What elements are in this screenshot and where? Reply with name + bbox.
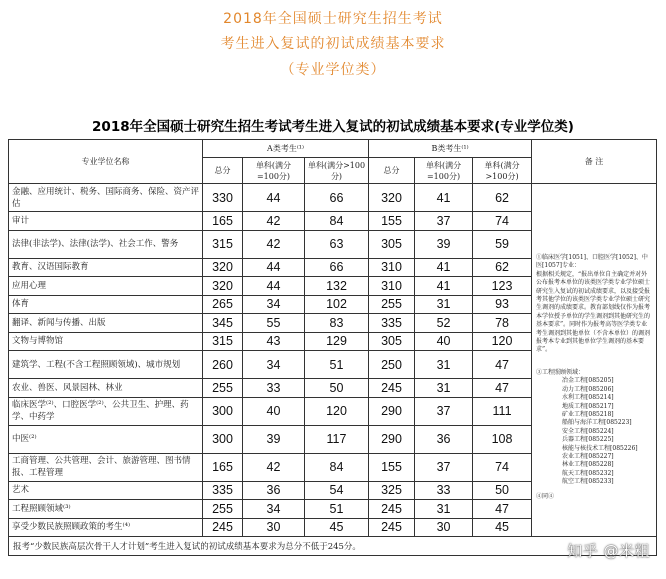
- row-a-single100: 33: [243, 379, 305, 398]
- row-a-single-gt100: 45: [305, 518, 369, 537]
- engineering-field: 船舶与海洋工程[085223]: [562, 419, 632, 427]
- header-b-group: B类考生⁽¹⁾: [369, 140, 532, 158]
- table-title: 2018年全国硕士研究生招生考试考生进入复试的初试成绩基本要求(专业学位类): [92, 119, 574, 135]
- note-1: [536, 254, 652, 355]
- row-a-single100: 42: [243, 230, 305, 258]
- row-subject: 教育、汉语国际教育: [9, 258, 203, 277]
- note-3-title: ③工程照顾领域：: [536, 368, 585, 376]
- row-a-single100: 34: [243, 351, 305, 379]
- row-subject: 享受少数民族照顾政策的考生⁽⁴⁾: [9, 518, 203, 537]
- row-a-single-gt100: 63: [305, 230, 369, 258]
- row-subject: 工商管理、公共管理、会计、旅游管理、图书情报、工程管理: [9, 453, 203, 481]
- row-a-single100: 44: [243, 258, 305, 277]
- note-4: ④同④: [536, 492, 555, 500]
- engineering-field: 矿业工程[085218]: [562, 410, 614, 418]
- row-b-single-gt100: 74: [473, 453, 532, 481]
- header-a-single-gt100: 单科(满分>100分): [305, 158, 369, 184]
- row-a-single-gt100: 117: [305, 425, 369, 453]
- page-heading-line1: 2018年全国硕士研究生招生考试: [223, 11, 443, 27]
- row-a-single100: 44: [243, 277, 305, 296]
- row-b-single100: 31: [415, 500, 473, 519]
- row-subject: 农业、兽医、风景园林、林业: [9, 379, 203, 398]
- row-b-single-gt100: 45: [473, 518, 532, 537]
- engineering-field: 冶金工程[085205]: [562, 377, 614, 385]
- engineering-field: 地质工程[085217]: [562, 402, 614, 410]
- row-b-single100: 41: [415, 184, 473, 212]
- row-subject: 法律(非法学)、法律(法学)、社会工作、警务: [9, 230, 203, 258]
- row-a-total: 260: [203, 351, 243, 379]
- row-b-single100: 41: [415, 277, 473, 296]
- row-a-single100: 34: [243, 500, 305, 519]
- row-subject: 审计: [9, 212, 203, 231]
- engineering-field: 航天工程[085232]: [562, 469, 614, 477]
- row-a-total: 335: [203, 481, 243, 500]
- row-a-total: 315: [203, 332, 243, 351]
- row-a-single-gt100: 66: [305, 184, 369, 212]
- row-b-single-gt100: 50: [473, 481, 532, 500]
- header-a-group: A类考生⁽¹⁾: [203, 140, 369, 158]
- header-notes: 备 注: [532, 140, 657, 184]
- row-a-single100: 30: [243, 518, 305, 537]
- row-a-total: 320: [203, 277, 243, 296]
- row-subject: 文物与博物馆: [9, 332, 203, 351]
- row-b-total: 290: [369, 425, 415, 453]
- row-b-single100: 40: [415, 332, 473, 351]
- note-3: [536, 369, 652, 487]
- row-b-single100: 52: [415, 314, 473, 333]
- row-a-single-gt100: 132: [305, 277, 369, 296]
- header-b-single100: 单科(满分=100分): [415, 158, 473, 184]
- row-a-total: 265: [203, 295, 243, 314]
- row-b-total: 325: [369, 481, 415, 500]
- engineering-field: 兵器工程[085225]: [562, 436, 614, 444]
- row-subject: 建筑学、工程(不含工程照顾领域)、城市规划: [9, 351, 203, 379]
- row-a-total: 255: [203, 379, 243, 398]
- row-subject: 艺术: [9, 481, 203, 500]
- row-b-single100: 37: [415, 453, 473, 481]
- row-b-total: 255: [369, 295, 415, 314]
- row-b-total: 310: [369, 277, 415, 296]
- row-b-single-gt100: 59: [473, 230, 532, 258]
- row-b-total: 305: [369, 332, 415, 351]
- row-b-single-gt100: 62: [473, 258, 532, 277]
- row-b-total: 305: [369, 230, 415, 258]
- row-a-total: 165: [203, 212, 243, 231]
- row-a-single100: 42: [243, 453, 305, 481]
- row-b-total: 320: [369, 184, 415, 212]
- row-b-single100: 31: [415, 379, 473, 398]
- row-b-single-gt100: 111: [473, 397, 532, 425]
- row-a-single-gt100: 54: [305, 481, 369, 500]
- row-b-single100: 31: [415, 351, 473, 379]
- row-subject: 翻译、新闻与传播、出版: [9, 314, 203, 333]
- row-subject: 中医⁽²⁾: [9, 425, 203, 453]
- page-heading-line2: 考生进入复试的初试成绩基本要求: [220, 36, 446, 52]
- note-1-body: 根据相关规定，“报出单位自主确定并对外公布报考本单位的该类医学类专业学位硕士研究生入复试的初试成绩要求，以及接受报考其他学位的该类医学类专业学位硕士研究生调剂的成绩要求。教育部划线仅作为报考本学位授予单位的学生调剂到其他研究生的基本要求”。同时作为报考高等医学类专业考生调剂到其他单位（不含本单位）的调剂报考本专业到其他单位学生调剂的基本要求”。: [536, 270, 651, 354]
- engineering-field: 动力工程[085206]: [562, 385, 614, 393]
- row-a-single-gt100: 129: [305, 332, 369, 351]
- header-b-total: 总分: [369, 158, 415, 184]
- table-footnote: 报考“少数民族高层次骨干人才计划”考生进入复试的初试成绩基本要求为总分不低于245分。: [9, 537, 657, 556]
- row-a-total: 300: [203, 425, 243, 453]
- row-b-total: 245: [369, 379, 415, 398]
- engineering-field: 安全工程[085224]: [562, 427, 614, 435]
- engineering-field: 林业工程[085228]: [562, 461, 614, 469]
- row-subject: 工程照顾领域⁽³⁾: [9, 500, 203, 519]
- table-footer-row: [9, 537, 657, 556]
- engineering-field: 核能与核技术工程[085226]: [562, 444, 638, 452]
- row-b-single-gt100: 108: [473, 425, 532, 453]
- row-a-single100: 36: [243, 481, 305, 500]
- row-b-total: 335: [369, 314, 415, 333]
- row-b-single100: 39: [415, 230, 473, 258]
- notes-cell: [532, 184, 657, 537]
- row-subject: 应用心理: [9, 277, 203, 296]
- row-a-total: 345: [203, 314, 243, 333]
- row-a-single100: 34: [243, 295, 305, 314]
- row-a-total: 165: [203, 453, 243, 481]
- row-a-total: 320: [203, 258, 243, 277]
- row-b-single100: 41: [415, 258, 473, 277]
- row-a-single-gt100: 84: [305, 453, 369, 481]
- row-a-single-gt100: 84: [305, 212, 369, 231]
- row-a-single-gt100: 66: [305, 258, 369, 277]
- row-b-single100: 37: [415, 397, 473, 425]
- row-a-single100: 44: [243, 184, 305, 212]
- header-a-single100: 单科(满分=100分): [243, 158, 305, 184]
- row-b-single-gt100: 74: [473, 212, 532, 231]
- row-b-single100: 31: [415, 295, 473, 314]
- row-a-single-gt100: 102: [305, 295, 369, 314]
- row-b-total: 155: [369, 212, 415, 231]
- row-a-single-gt100: 51: [305, 351, 369, 379]
- row-a-single100: 40: [243, 397, 305, 425]
- row-b-single100: 36: [415, 425, 473, 453]
- row-a-total: 245: [203, 518, 243, 537]
- row-b-single100: 33: [415, 481, 473, 500]
- row-b-single-gt100: 123: [473, 277, 532, 296]
- row-b-total: 245: [369, 500, 415, 519]
- engineering-field: 水利工程[085214]: [562, 394, 614, 402]
- table-row: [9, 184, 657, 212]
- row-b-total: 290: [369, 397, 415, 425]
- row-a-single-gt100: 120: [305, 397, 369, 425]
- row-b-single100: 30: [415, 518, 473, 537]
- row-b-single100: 37: [415, 212, 473, 231]
- row-a-total: 330: [203, 184, 243, 212]
- header-b-single-gt100: 单科(满分>100分): [473, 158, 532, 184]
- row-b-single-gt100: 62: [473, 184, 532, 212]
- score-requirements-table: [8, 139, 657, 556]
- row-a-total: 255: [203, 500, 243, 519]
- row-subject: 临床医学⁽²⁾、口腔医学⁽²⁾、公共卫生、护理、药学、中药学: [9, 397, 203, 425]
- row-b-total: 310: [369, 258, 415, 277]
- row-b-single-gt100: 47: [473, 500, 532, 519]
- row-b-total: 245: [369, 518, 415, 537]
- row-b-single-gt100: 47: [473, 379, 532, 398]
- row-a-single-gt100: 83: [305, 314, 369, 333]
- note-1-title: ①临床医学[1051]、口腔医学[1052]、中医[1057]专业：: [536, 254, 648, 270]
- row-a-total: 300: [203, 397, 243, 425]
- row-a-single100: 43: [243, 332, 305, 351]
- row-b-total: 155: [369, 453, 415, 481]
- row-b-total: 250: [369, 351, 415, 379]
- row-subject: 体育: [9, 295, 203, 314]
- row-a-single100: 42: [243, 212, 305, 231]
- row-b-single-gt100: 47: [473, 351, 532, 379]
- header-subject: 专业学位名称: [9, 140, 203, 184]
- row-b-single-gt100: 78: [473, 314, 532, 333]
- header-a-total: 总分: [203, 158, 243, 184]
- row-a-total: 315: [203, 230, 243, 258]
- row-a-single-gt100: 50: [305, 379, 369, 398]
- page-heading-line3: （专业学位类）: [280, 62, 386, 78]
- row-b-single-gt100: 93: [473, 295, 532, 314]
- engineering-field: 农业工程[085227]: [562, 452, 614, 460]
- row-a-single100: 39: [243, 425, 305, 453]
- row-b-single-gt100: 120: [473, 332, 532, 351]
- row-subject: 金融、应用统计、税务、国际商务、保险、资产评估: [9, 184, 203, 212]
- zhihu-watermark: 知乎 @米粗: [567, 542, 650, 560]
- row-a-single-gt100: 51: [305, 500, 369, 519]
- row-a-single100: 55: [243, 314, 305, 333]
- engineering-field: 航空工程[085233]: [562, 478, 614, 486]
